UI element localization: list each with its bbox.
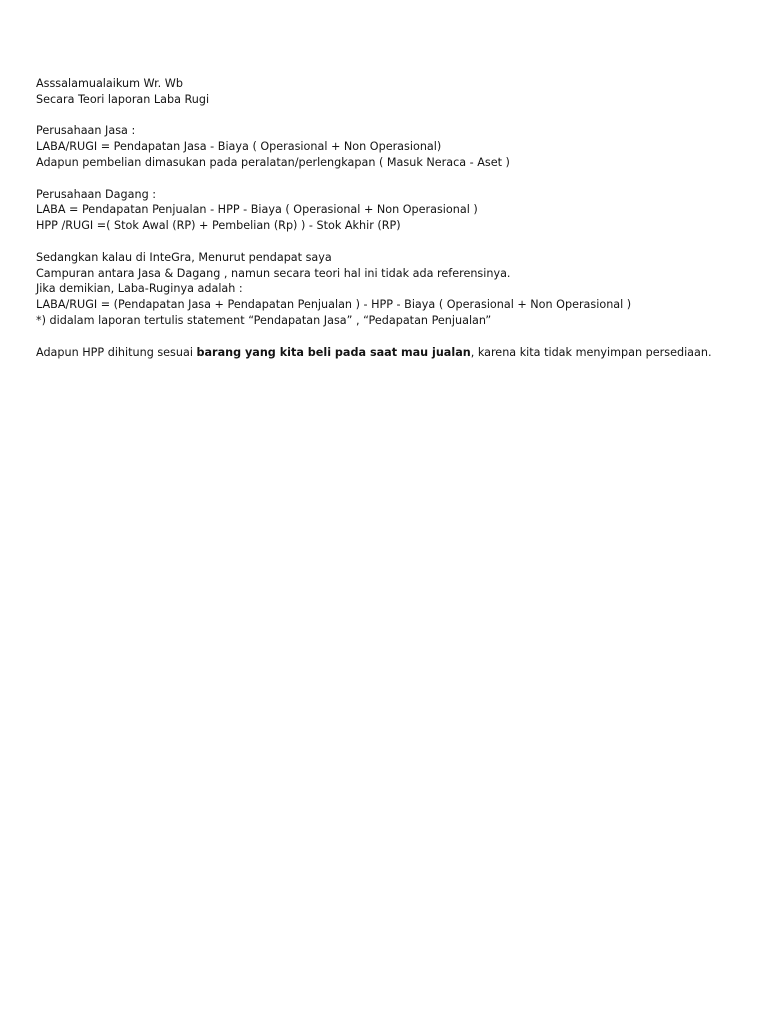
integra-line-1: Sedangkan kalau di InteGra, Menurut pendapat saya [36,250,332,264]
dagang-hpp-formula: HPP /RUGI =( Stok Awal (RP) + Pembelian (Rp) ) - Stok Akhir (RP) [36,219,401,233]
intro-line: Secara Teori laporan Laba Rugi [36,92,210,106]
integra-line-3: Jika demikian, Laba-Ruginya adalah : [36,282,243,296]
closing-line [36,345,736,361]
dagang-heading: Perusahaan Dagang : [36,187,156,201]
document-body [36,76,736,360]
integra-line-2: Campuran antara Jasa & Dagang , namun secara teori hal ini tidak ada referensinya. [36,266,511,280]
jasa-note: Adapun pembelian dimasukan pada peralatan/perlengkapan ( Masuk Neraca - Aset ) [36,155,510,169]
jasa-heading: Perusahaan Jasa : [36,124,136,138]
jasa-formula: LABA/RUGI = Pendapatan Jasa - Biaya ( Operasional + Non Operasional) [36,140,442,154]
greeting-line: Asssalamualaikum Wr. Wb [36,77,183,90]
closing-suffix: , karena kita tidak menyimpan persediaan. [470,345,712,359]
closing-bold-phrase: barang yang kita beli pada saat mau jualan [196,345,471,359]
paragraph-gap [36,171,736,187]
integra-formula: LABA/RUGI = (Pendapatan Jasa + Pendapatan Penjualan ) - HPP - Biaya ( Operasional + Non Operasional ) [36,298,632,312]
closing-prefix: Adapun HPP dihitung sesuai [36,345,197,359]
integra-note: *) didalam laporan tertulis statement “Pendapatan Jasa” , “Pedapatan Penjualan” [36,313,492,327]
paragraph-gap [36,108,736,124]
dagang-formula: LABA = Pendapatan Penjualan - HPP - Biaya ( Operasional + Non Operasional ) [36,203,478,217]
paragraph-gap [36,329,736,345]
paragraph-gap [36,234,736,250]
